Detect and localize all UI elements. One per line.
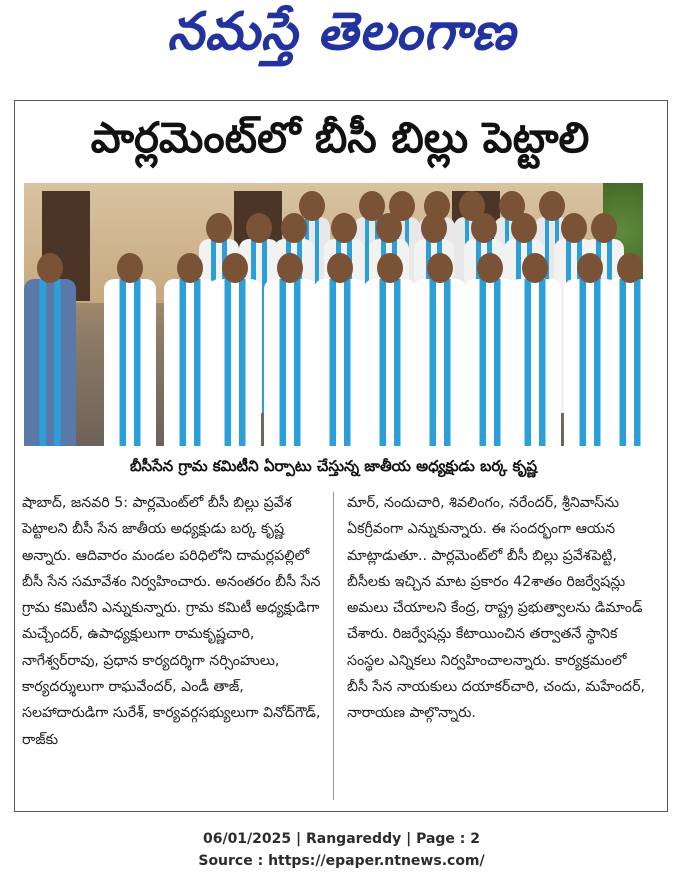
person-body bbox=[24, 279, 76, 446]
person-head bbox=[327, 253, 353, 283]
person-body bbox=[314, 279, 366, 446]
person-figure bbox=[604, 253, 643, 446]
person-head bbox=[246, 213, 272, 243]
person-head bbox=[37, 253, 63, 283]
article-column-right bbox=[347, 490, 649, 727]
person-head bbox=[577, 253, 603, 283]
person-figure bbox=[209, 253, 261, 446]
person-body bbox=[364, 279, 416, 446]
person-head bbox=[511, 213, 537, 243]
person-head bbox=[522, 253, 548, 283]
person-head bbox=[421, 213, 447, 243]
person-body bbox=[509, 279, 561, 446]
photo-caption: బీసీసేన గ్రామ కమిటీని ఏర్పాటు చేస్తున్న జాతీయ అధ్యక్షుడు బర్క కృష్ణ bbox=[129, 457, 538, 475]
body-text: మార్, నందుచారి, శివలింగం, నరేందర్, శ్రీనివాస్‌ను ఏకగ్రీవంగా ఎన్నుకున్నారు. ఈ సందర్భంగా ఆయన మాట్లాడుతూ.. పార్లమెంట్‌లో బీసీ బిల్లు ప్రవేశపెట్టి, బీసీలకు ఇచ్చిన మాట ప్రకారం 42శాతం రిజర్వేషన్లు అమలు చేయాలని కేంద్ర, రాష్ట్ర ప్రభుత్వాలను డిమాండ్ చేశారు. రిజర్వేషన్లు కేటాయించిన తర్వాతనే స్థానిక సంస్థల ఎన్నికలు నిర్వహించాలన్నారు. కార్యక్రమంలో బీసీ సేన నాయకులు దయాకర్‌చారి, చందు, మహేందర్, నారాయణ పాల్గొన్నారు. bbox=[347, 495, 645, 722]
person-head bbox=[117, 253, 143, 283]
person-figure bbox=[104, 253, 156, 446]
person-head bbox=[539, 191, 565, 221]
masthead bbox=[0, 2, 683, 74]
footer bbox=[0, 828, 683, 872]
person-head bbox=[471, 213, 497, 243]
person-figure bbox=[24, 253, 76, 446]
person-head bbox=[331, 213, 357, 243]
person-head bbox=[222, 253, 248, 283]
person-head bbox=[561, 213, 587, 243]
person-head bbox=[427, 253, 453, 283]
person-body bbox=[264, 279, 316, 446]
person-figure bbox=[414, 253, 466, 446]
person-body bbox=[104, 279, 156, 446]
footer-source-line: Source : https://epaper.ntnews.com/ bbox=[198, 853, 485, 869]
column-divider bbox=[333, 492, 334, 800]
person-head bbox=[376, 213, 402, 243]
article-photo bbox=[24, 183, 643, 446]
masthead-title: నమస్తే తెలంగాణ bbox=[167, 1, 516, 62]
person-figure bbox=[264, 253, 316, 446]
person-figure bbox=[509, 253, 561, 446]
article-column-left bbox=[22, 490, 324, 753]
person-body bbox=[414, 279, 466, 446]
person-head bbox=[281, 213, 307, 243]
person-head bbox=[477, 253, 503, 283]
person-head bbox=[591, 213, 617, 243]
article-headline: పార్లమెంట్‌లో బీసీ బిల్లు పెట్టాలి bbox=[90, 113, 590, 162]
person-head bbox=[177, 253, 203, 283]
person-figure bbox=[364, 253, 416, 446]
person-figure bbox=[314, 253, 366, 446]
body-text: షాబాద్, జనవరి 5: పార్లమెంట్‌లో బీసీ బిల్లు ప్రవేశ పెట్టాలని బీసీ సేన జాతీయ అధ్యక్షుడు బర్క కృష్ణ అన్నారు. ఆదివారం మండల పరిధిలోని దామర్లపల్లిలో బీసీ సేన సమావేశం నిర్వహించారు. అనంతరం బీసీ సేన గ్రామ కమిటీని ఎన్నుకున్నారు. గ్రామ కమిటీ అధ్యక్షుడిగా మచ్చేందర్, ఉపాధ్యక్షులుగా రామకృష్ణచారి, నాగేశ్వర్‌రావు, ప్రధాన కార్యదర్శిగా నర్సింహులు, కార్యదర్శులుగా రాఘవేందర్, ఎండీ తాజ్, సలహాదారుడిగా సురేశ్, కార్యవర్గసభ్యులుగా వినోద్‌గౌడ్, రాజ్‌కు bbox=[22, 495, 321, 748]
footer-date-line: 06/01/2025 | Rangareddy | Page : 2 bbox=[202, 831, 481, 847]
person-body bbox=[209, 279, 261, 446]
person-head bbox=[617, 253, 643, 283]
person-head bbox=[377, 253, 403, 283]
person-head bbox=[277, 253, 303, 283]
person-head bbox=[206, 213, 232, 243]
person-body bbox=[604, 279, 643, 446]
